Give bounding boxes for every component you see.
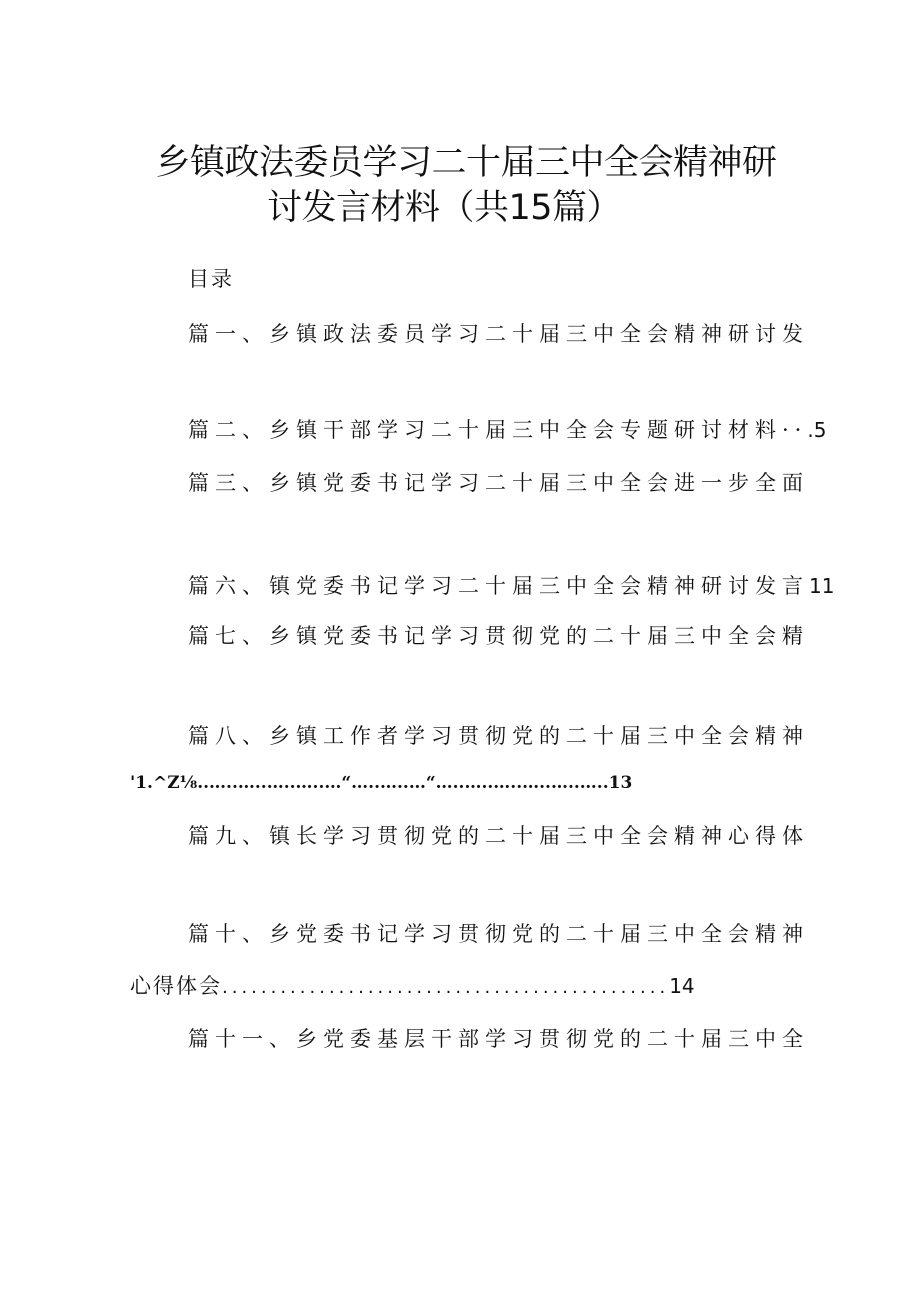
toc-entry-text: 篇三、乡镇党委书记学习二十届三中全会进一步全面 <box>188 471 809 495</box>
toc-entry-text: 篇九、镇长学习贯彻党的二十届三中全会精神心得体 <box>188 824 809 848</box>
document-title-line-1: 乡镇政法委员学习二十届三中全会精神研 <box>155 143 777 183</box>
toc-entry[interactable] <box>188 820 809 850</box>
toc-page-number: 14 <box>669 974 695 998</box>
toc-entry-text: 篇六、镇党委书记学习二十届三中全会精神研讨发言 <box>188 574 809 598</box>
toc-entry[interactable] <box>188 570 834 600</box>
toc-entry-text: 篇十、乡党委书记学习贯彻党的二十届三中全会精神 <box>188 922 809 946</box>
toc-entry[interactable] <box>188 467 809 497</box>
document-title-line-2: 讨发言材料（共15篇） <box>266 188 622 228</box>
toc-entry[interactable] <box>188 720 809 750</box>
toc-page-number: 11 <box>809 574 835 598</box>
toc-garbled-leader-line <box>130 773 632 793</box>
toc-heading: 目录 <box>188 267 234 291</box>
toc-page-number: .5 <box>807 418 827 442</box>
toc-entry-text: 篇八、乡镇工作者学习贯彻党的二十届三中全会精神 <box>188 724 809 748</box>
toc-entry-text: 心得体会 <box>130 974 222 998</box>
toc-entry[interactable] <box>188 1023 809 1053</box>
toc-entry-text: 篇二、乡镇干部学习二十届三中全会专题研讨材料·· <box>188 418 808 442</box>
toc-entry-text: 篇七、乡镇党委书记学习贯彻党的二十届三中全会精 <box>188 624 809 648</box>
toc-entry[interactable] <box>188 918 809 948</box>
toc-dot-leader: .............................................. <box>222 977 670 998</box>
toc-entry-continuation[interactable] <box>130 970 695 1000</box>
toc-entry-text: 篇一、乡镇政法委员学习二十届三中全会精神研讨发 <box>188 322 809 346</box>
toc-entry[interactable] <box>188 414 826 444</box>
toc-entry-text: 篇十一、乡党委基层干部学习贯彻党的二十届三中全 <box>188 1027 809 1051</box>
toc-entry[interactable] <box>188 318 809 348</box>
toc-entry[interactable] <box>188 620 809 650</box>
toc-entry-text: '1.^Z⅛..…..…..…..…..…“…..…..…“…..…..…..…..…..…..13 <box>130 773 633 793</box>
